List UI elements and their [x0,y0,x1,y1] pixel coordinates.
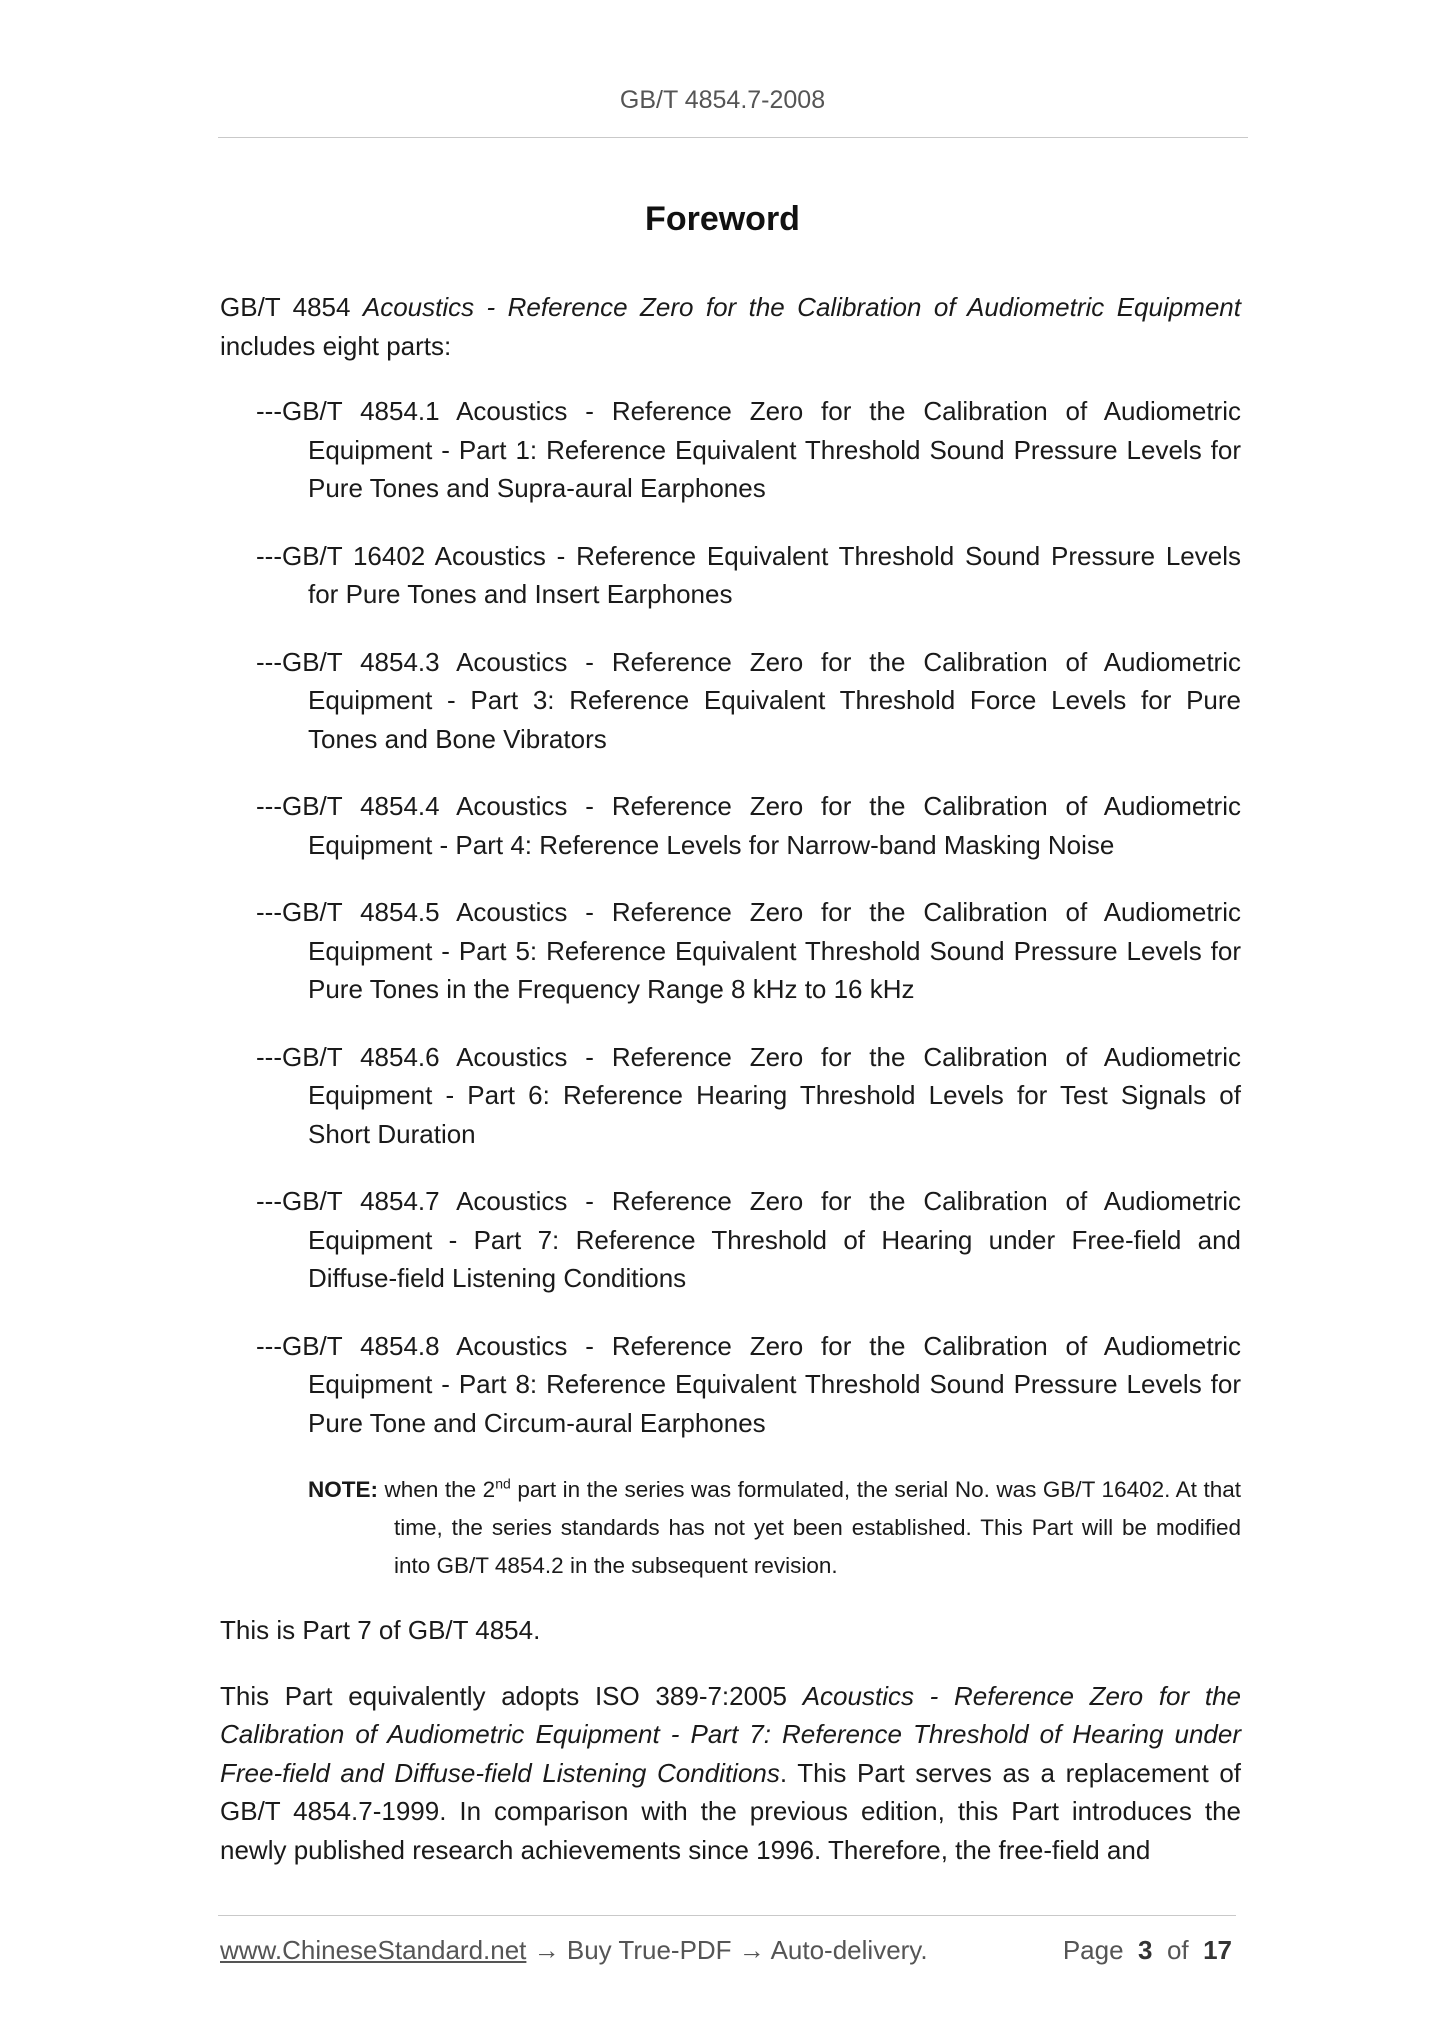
list-item: ---GB/T 16402 Acoustics - Reference Equivalent Threshold Sound Pressure Levels for Pure Tones and Insert Earphones [256,540,1241,609]
intro-title: Acoustics - Reference Zero for the Calibration of Audiometric Equipment [362,292,1241,322]
website-link[interactable]: www.ChineseStandard.net [220,1935,527,1965]
page-indicator [1063,1935,1232,1966]
note-text-before: when the 2 [378,1477,496,1502]
document-body [220,288,1241,1896]
note-paragraph [308,1471,1241,1585]
footer-divider [218,1915,1236,1916]
intro-suffix: includes eight parts: [220,330,452,361]
list-item: ---GB/T 4854.3 Acoustics - Reference Zero for the Calibration of Audiometric Equipment - Part 3: Reference Equivalent Threshold Force Levels for Pure Tones and Bone Vibrators [256,646,1241,754]
list-item: ---GB/T 4854.8 Acoustics - Reference Zero for the Calibration of Audiometric Equipment - Part 8: Reference Equivalent Threshold Sound Pressure Levels for Pure Tone and Circum-aural Earphones [256,1330,1241,1438]
note-text-after: part in the series was formulated, the serial No. was GB/T 16402. At that time, the series standards has not yet been established. This Part will be modified into GB/T 4854.2 in the subsequent revision. [394,1477,1241,1578]
of-label: of [1166,1935,1189,1965]
list-item: ---GB/T 4854.4 Acoustics - Reference Zero for the Calibration of Audiometric Equipment - Part 4: Reference Levels for Narrow-band Masking Noise [256,791,1241,860]
adoption-suffix: . This Part serves as a replacement of GB/T 4854.7-1999. In comparison with the previous edition, this Part introduces the newly published research achievements since 1996. Therefore, the free-field and [220,1757,1241,1865]
intro-prefix: GB/T 4854 [220,292,363,322]
adoption-paragraph [220,1677,1241,1870]
list-item: ---GB/T 4854.5 Acoustics - Reference Zero for the Calibration of Audiometric Equipment - Part 5: Reference Equivalent Threshold Sound Pressure Levels for Pure Tones in the Frequency Range 8 kHz to 16 kHz [256,897,1241,1004]
page-total: 17 [1203,1935,1232,1965]
page-number: 3 [1138,1935,1153,1965]
footer-left [220,1935,928,1965]
list-item: ---GB/T 4854.7 Acoustics - Reference Zero for the Calibration of Audiometric Equipment - Part 7: Reference Threshold of Hearing under Free-field and Diffuse-field Listening Conditions [256,1186,1241,1293]
adoption-title: Acoustics - Reference Zero for the Calibration of Audiometric Equipment - Part 7: Reference Threshold of Hearing under Free-field and Diffuse-field Listening Conditions [220,1680,1241,1788]
note-label: NOTE: [308,1477,378,1502]
list-item: ---GB/T 4854.6 Acoustics - Reference Zero for the Calibration of Audiometric Equipment - Part 6: Reference Hearing Threshold Levels for Test Signals of Short Duration [256,1041,1241,1149]
adoption-prefix: This Part equivalently adopts ISO 389-7:2005 [220,1680,803,1711]
intro-paragraph [220,288,1241,365]
header-divider [218,137,1248,138]
page-header: GB/T 4854.7-2008 [619,86,826,114]
page-footer [220,1935,1232,1966]
page-label: Page [1062,1935,1124,1965]
list-item: ---GB/T 4854.1 Acoustics - Reference Zero for the Calibration of Audiometric Equipment - Part 1: Reference Equivalent Threshold Sound Pressure Levels for Pure Tones and Supra-aural Earphones [256,396,1241,503]
note-superscript: nd [495,1475,511,1492]
footer-promo: → Buy True-PDF → Auto-delivery. [526,1935,928,1965]
part-statement: This is Part 7 of GB/T 4854. [220,1615,541,1645]
page-title: Foreword [645,200,800,238]
